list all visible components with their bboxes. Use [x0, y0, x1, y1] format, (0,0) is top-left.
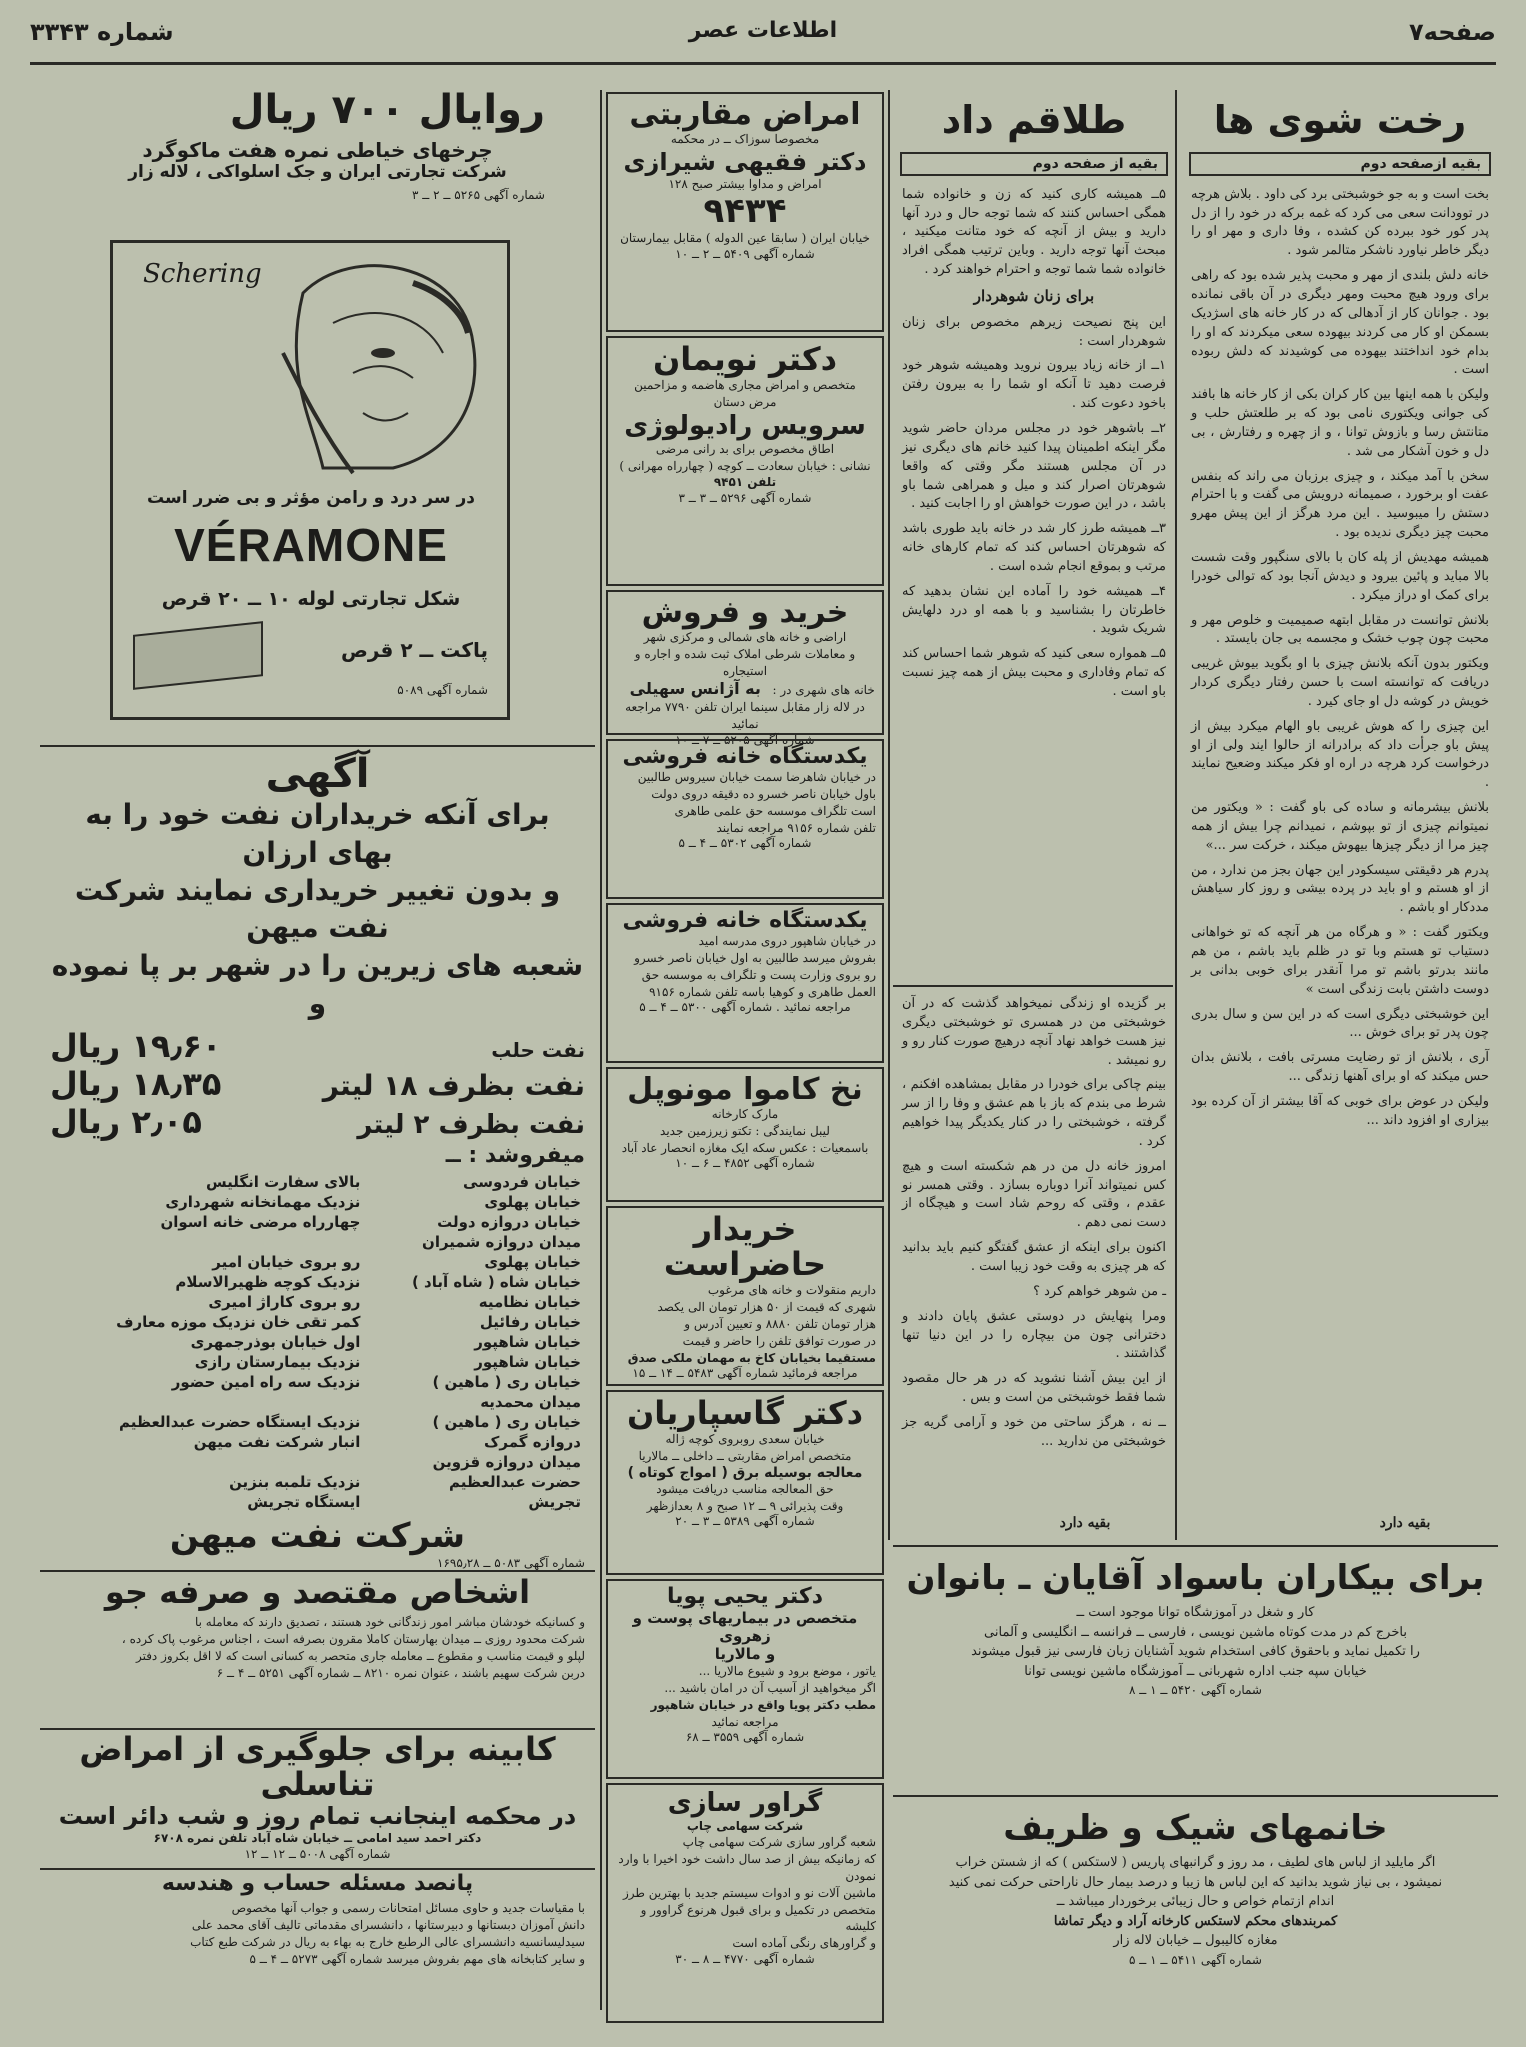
branch-row [50, 1312, 585, 1332]
ad-title: یکدستگاه خانه فروشی [622, 744, 868, 769]
branch-row [50, 1412, 585, 1432]
branch-street: خیابان دروازه دولت [437, 1212, 581, 1231]
col-divider-3 [600, 90, 602, 2010]
ad-line: مطب دکتر پویا واقع در خیابان شاهپور [650, 1697, 876, 1712]
ad-dr-neuman [606, 336, 884, 586]
ad-line: متخصص در تکمیل و برای قبول هرنوع گراوور و کلیشه [640, 1902, 876, 1934]
ad-number: شماره آگهی ۵۴۰۹ ــ ۲ ــ ۱۰ [675, 246, 815, 261]
agency-name: به آژانس سهیلی [629, 679, 761, 699]
ad-buy-sell [606, 590, 884, 747]
ad-unemployed-literate [893, 1552, 1498, 1792]
ad-house-sale-2 [606, 903, 884, 1063]
paragraph: این چیزی را که هوش غریبی باو الهام میکرد بیش از پیش باو جرأت داد که برادرانه از حالوا ایند ولی از او درخواست کرد هرچه در اره او فکر میکند وضعیح نمایند . [1191, 718, 1489, 791]
branch-landmark: نزدیک ایستگاه حضرت عبدالعظیم [118, 1412, 361, 1431]
ad-number: شماره آگهی ۴۷۷۰ ــ ۸ ــ ۳۰ [675, 1951, 815, 1966]
ad-line: و کسانیکه خودشان مباشر امور زندگانی خود هستند ، تصدیق دارند که معامله با [194, 1615, 585, 1630]
col2-rule [893, 985, 1173, 987]
ad-dr-pouya [606, 1579, 884, 1779]
ad-line: مارک کارخانه [711, 1107, 779, 1121]
ad-line: نمیشود ، بی نیاز شوید بدانید که این لباس ها زیبا و درصد بیمار حال ناراحتی حرکت نمی کنید [948, 1874, 1443, 1890]
branch-landmark: نزدیک کوچه ظهیرالاسلام [175, 1272, 361, 1291]
branch-row [50, 1352, 585, 1372]
branch-street: خیابان ری ( ماهین ) [432, 1412, 581, 1431]
ad-cabinet [40, 1732, 595, 1862]
ad-number: مراجعه فرمائید شماره آگهی ۵۴۸۳ ــ ۱۴ ــ ۱۵ [632, 1366, 858, 1381]
price-row [50, 1103, 585, 1141]
paragraph: ویکتور گفت : « و هرگاه من هر آنچه که تو خواهانی دستیاب تو هستم وبا تو در ظلم باید باشم ، من هم مانند بدرتو باشم تو مرا آنقدر برای خوبی بدانی بر دوست داشتن بابت زندگی است » [1191, 925, 1489, 997]
branch-row [50, 1332, 585, 1352]
branch-landmark: انبار شرکت نفت میهن [193, 1432, 361, 1451]
price-label: نفت حلب [491, 1037, 585, 1062]
bottom-right-rule-2 [893, 1795, 1498, 1797]
doctor-name: دکتر فقیهی شیرازی [623, 147, 867, 176]
branch-landmark: نزدیک تلمبه بنزین [229, 1472, 361, 1491]
branch-street: حضرت عبدالعظیم [449, 1472, 581, 1491]
paragraph: ومرا پنهایش در دوستی عشق پایان دادند و دخترانی چون من بیچاره را در این دنیا تنها گذاشتند . [902, 1308, 1166, 1362]
ad-line: کمربندهای محکم لاستکس کارخانه آراد و دیگر تماشا [1053, 1913, 1338, 1929]
branch-street: خیابان پهلوی [484, 1192, 581, 1211]
branch-row [50, 1232, 585, 1252]
branch-street: تجریش [528, 1492, 581, 1511]
article-rakht-shooy-ha [1185, 92, 1495, 1537]
paragraph: همیشه مهدیش از پله کان با بالای سنگپور وقت شست بالا مباید و پائین بیرود و دیدش آنجا بود که توالی خودرا برای کمک او دراز میکرد . [1191, 549, 1489, 603]
paragraph: ولیکن با همه اینها بین کار کران بکی از کار خانه ها بافند کی جوانی ویکتوری نامی بود که بر طلعتش حلب و متانتش رسا و بازوش توانا ، و از چهره و رفتارش ، بی دل و خون آشکار می شد . [1191, 387, 1489, 459]
branch-row [50, 1292, 585, 1312]
header-rule [30, 62, 1496, 65]
paragraph: ۵ــ همیشه کاری کنید که زن و خانواده شما همگی احساس کنند که شما توجه حال و درد آنها دارید و بیش از آنچه که خود متانت میکنید ، مبحث آنها توجه دارید . وباین ترتیب همگی افراد خانواده شما شما توجه و احترام خواهند کرد . [902, 186, 1166, 278]
article-body [1185, 186, 1495, 1131]
article-body [896, 186, 1172, 702]
ad-title: دکتر گاسپاریان [626, 1394, 864, 1432]
ad-title: آگهی [265, 751, 370, 797]
ad-number: شماره آگهی ۵۰۸۹ [397, 683, 488, 697]
ad-body [893, 1853, 1498, 1969]
product-box-image [133, 621, 263, 690]
branch-table [50, 1172, 585, 1512]
branch-row [50, 1212, 585, 1232]
article-title: رخت شوی ها [1213, 98, 1467, 142]
branch-landmark [50, 1232, 364, 1252]
ad-buyer-ready [606, 1206, 884, 1386]
paragraph: ـ من شوهر خواهم کرد ؟ [1033, 1283, 1166, 1299]
ad-line: در لاله زار مقابل سینما ایران تلفن ۷۷۹۰ مراجعه نمائید [625, 700, 865, 731]
paragraph: آری ، بلانش از تو رضایت مسرتی بافت ، بلانش بدان حس میکند که او برای آهنها زندگی ... [1191, 1050, 1489, 1085]
paragraph: بینم چاکی برای خودرا در مقابل بمشاهده افکنم ، شرط می بندم که باز با هم عشق و وفا را از سر گرفته ، خوشبختی را در کنار یکدیگر پیدا خواهیم کرد . [902, 1077, 1166, 1149]
price-label: نفت بظرف ۱۸ لیتر [322, 1068, 585, 1102]
phone-number: ۹۴۳۴ [703, 190, 787, 231]
ad-subtitle: در محکمه اینجانب تمام روز و شب دائر است [58, 1802, 577, 1831]
ad-line: متخصص در بیماریهای پوست و زهروی [632, 1609, 858, 1646]
ad-line: شرکت محدود روزی ــ میدان بهارستان کاملا مقرون بصرفه است ، اجناس مرغوب پاک کرده ، [121, 1631, 585, 1646]
ad-veramone [110, 240, 510, 720]
col4-rule-1 [40, 745, 595, 747]
branch-landmark: نزدیک مهمانخانه شهرداری [165, 1192, 361, 1211]
ad-title: روایال ۷۰۰ ریال [229, 87, 545, 133]
ad-line: دربن شرکت سهیم باشند ، عنوان نمره ۸۲۱۰ ــ شماره آگهی ۵۲۵۱ ــ ۴ ــ ۶ [216, 1665, 585, 1680]
price-list [50, 1027, 585, 1141]
ad-line: باسمعیات : عکس سکه ایک مغازه انحصار عاد آباد [621, 1140, 869, 1155]
ad-line: وقت پذیرائی ۹ ــ ۱۲ صبح و ۸ بعدازظهر [646, 1498, 844, 1513]
continued-note: بقیه دارد [1059, 1515, 1111, 1531]
ad-pack: پاکت ــ ۲ قرص [340, 638, 488, 662]
ad-line: یاتور ، موضع برود و شیوع مالاریا ... [698, 1664, 876, 1679]
ad-line: برای آنکه خریداران نفت خود را به بهای ارزان [85, 798, 550, 869]
ad-line: اگر میخواهید از آسیب آن در امان باشید ... [664, 1680, 876, 1695]
ad-title: گراور سازی [667, 1788, 823, 1818]
col4-rule-2 [40, 1570, 595, 1572]
ad-title: پانصد مسئله حساب و هندسه [161, 1871, 474, 1896]
ad-line: خیابان سعدی روبروی کوچه ژاله [665, 1432, 825, 1447]
ad-line: معالجه بوسیله برق ( امواج کوتاه ) [627, 1464, 863, 1481]
branch-street: خیابان شاهپور [474, 1352, 581, 1371]
bottom-right-rule [893, 1545, 1498, 1547]
ad-line: و مالاریا [714, 1645, 776, 1664]
price-row [50, 1027, 585, 1065]
branch-landmark [50, 1392, 364, 1412]
ad-line: مخصوصا سوزاک ــ در محکمه [670, 132, 820, 146]
ad-line: شهری که قیمت از ۵۰ هزار تومان الی یکصد [657, 1300, 876, 1315]
product-name: VÉRAMONE [174, 519, 448, 571]
branch-landmark: ایستگاه تجریش [247, 1492, 361, 1511]
ad-line: و گراورهای رنگی آماده است [732, 1936, 876, 1951]
ad-engraving [606, 1783, 884, 2023]
article-title: طلاقم داد [941, 98, 1127, 142]
branch-landmark: رو بروی کاراژ امیری [208, 1292, 361, 1311]
ad-number: شماره آگهی ۴۸۵۲ ــ ۶ ــ ۱۰ [675, 1156, 815, 1171]
paragraph: ــ نه ، هرگز ساحتی من خود و آرامی گریه جز خوشبختی من ندارید ... [902, 1414, 1166, 1449]
ad-line: را تکمیل نماید و باحقوق کافی استخدام شوید آشنایان زبان فارسی نیز قبول میشوند [971, 1644, 1420, 1660]
branch-street: خیابان شاه ( شاه آباد ) [411, 1272, 581, 1291]
ad-line: مرض دستان [713, 394, 777, 409]
ad-line: مراجعه نمائید [711, 1714, 779, 1729]
branch-street: خیابان فردوسی [463, 1172, 581, 1191]
ad-line: ماشین آلات نو و ادوات سیستم جدید با بهترین طرز [622, 1885, 876, 1900]
ad-house-sale-1 [606, 739, 884, 899]
price-value: ۱۹٫۶۰ ریال [50, 1026, 222, 1065]
ad-form: شکل تجارتی لوله ۱۰ ــ ۲۰ قرص [161, 588, 461, 610]
paragraph: امروز خانه دل من در هم شکسته است و هیچ کس نمیتواند آنرا دوباره بسازد . وقتی همسر نو عقدم ، وقتی که روحم شاد است و هیچگاه از دست نمی دهم . [902, 1158, 1166, 1231]
ad-line: امراض و مداوا بیشتر صبح ۱۲۸ [668, 176, 822, 191]
ad-number: شماره آگهی ۵۳۸۹ ــ ۳ ــ ۲۰ [675, 1514, 815, 1529]
ad-number: شماره آگهی ۵۰۰۸ ــ ۱۲ ــ ۱۲ [244, 1847, 391, 1862]
paragraph: ۱ــ از خانه زیاد بیرون نروید وهمیشه شوهر خود فرصت دهید تا آنکه او شما را به بیرون رفتن باخود دعوت کند . [902, 358, 1166, 412]
ad-title: نخ کاموا مونوپل [627, 1072, 863, 1107]
ad-number: شماره آگهی ۵۰۸۳ ــ ۱۶۹۵٫۲۸ [437, 1555, 585, 1570]
ad-line: سیدلیسانسیه دانشسرای عالی الرطبع خارج به بهاء به ریال در شرکت طبع کتاب [190, 1934, 585, 1949]
col4-rule-4 [40, 1868, 595, 1870]
ad-line: با مقیاسات جدید و حاوی مسائل امتحانات رسمی و جواب آنها مخصوص [231, 1901, 585, 1916]
branch-street: میدان دروازه شمیران [422, 1232, 581, 1251]
ad-number: شماره آگهی ۳۵۵۹ ــ ۶۸ [685, 1730, 805, 1745]
ad-line: دکتر احمد سید امامی ــ خیابان شاه آباد تلفن نمره ۶۷۰۸ [153, 1831, 482, 1846]
ad-royal-sewing [40, 88, 595, 228]
branch-landmark: نزدیک سه راه امین حضور [171, 1372, 361, 1391]
branch-row [50, 1252, 585, 1272]
ad-monopol-yarn [606, 1067, 884, 1202]
ad-line: متخصص و امراض مجاری هاضمه و مزاحمین [634, 378, 856, 393]
ad-title: برای بیکاران باسواد آقایان ـ بانوان [906, 1558, 1485, 1598]
ad-naft-mihan [40, 751, 595, 1570]
price-label: نفت بظرف ۲ لیتر [357, 1109, 585, 1140]
page-number: صفحه۷ [1409, 18, 1496, 46]
ad-tagline: در سر درد و رامن مؤثر و بی ضرر است [147, 488, 475, 508]
subheading: برای زنان شوهردار [973, 287, 1095, 306]
ad-number: شماره آگهی ۵۲۶۵ ــ ۲ ــ ۳ [412, 188, 545, 202]
branch-row [50, 1472, 585, 1492]
ad-line: لیبل نمایندگی : تکتو زیرزمین جدید [660, 1123, 830, 1138]
sells-label: میفروشد : ــ [445, 1142, 585, 1168]
paragraph: خانه دلش بلندی از مهر و محبت پذیر شده بود که راهی برای ورود هیچ محبت ومهر دیگری در آن باقی نمانده بود . جوانان کار از آدهالی که در کار خانه های اسژدیک بسمکن او کار می کردند بیهوده سعی میکردند که او را بدام خود انداختند بیهوده می کوشیدند که دلش ربوده است . [1191, 268, 1489, 378]
branch-street: خیابان پهلوی [484, 1252, 581, 1271]
ad-line: اندام ازتمام خواص و حال زیبائی برخوردار میباشد ــ [1056, 1894, 1335, 1910]
ad-line: که زمانیکه بیش از صد سال داشت خود اخیرا با وارد نمودن [618, 1852, 876, 1883]
price-value: ۲٫۰۵ ریال [50, 1102, 202, 1141]
branch-street: میدان دروازه قزوین [432, 1452, 581, 1471]
ad-line: شرکت سهامی چاپ [686, 1818, 804, 1833]
branch-landmark: چهارراه مرضی خانه اسوان [160, 1212, 361, 1231]
ad-line: باول خیابان ناصر خسرو ده دقیقه دروی دولت [651, 786, 876, 801]
article-talagham-dad [896, 92, 1172, 972]
ad-line: شعبه های زیرین را در شهر بر پا نموده و [51, 949, 584, 1020]
ad-number: مراجعه نمائید . شماره آگهی ۵۳۰۰ ــ ۴ ــ ۵ [639, 1000, 851, 1015]
col-divider-2 [888, 90, 890, 1540]
ad-line: العمل طاهری و کوهیا باسه تلفن شماره ۹۱۵۶ [649, 984, 876, 999]
ad-line: اطاق مخصوص برای بد رانی مرضی [655, 441, 835, 456]
ad-line: کار و شغل در آموزشگاه توانا موجود است ــ [1076, 1605, 1315, 1621]
ad-line: و بدون تغییر خریداری نمایند شرکت نفت میهن [74, 873, 561, 945]
ad-title: اشخاص مقتصد و صرفه جو [104, 1573, 531, 1611]
ad-line: متخصص امراض مقاربتی ــ داخلی ــ مالاریا [638, 1448, 852, 1463]
branch-landmark: رو بروی خیابان امیر [212, 1252, 361, 1271]
paragraph: بلانش بیشرمانه و ساده کی باو گفت : « ویکتور من نمیتوانم چیزی از تو بپوشم ، نمیدانم چرا بیش از همه چیز مرا از دیگر چیزها بیهوش میکند ، خرکت سر ...» [1191, 800, 1489, 853]
ad-line: مستقیما بخیابان کاخ به مهمان ملکی صدق [627, 1350, 876, 1365]
ad-title: خریدار حاضراست [663, 1210, 827, 1284]
price-value: ۱۸٫۳۵ ریال [50, 1064, 222, 1103]
paragraph: بخت است و به جو خوشبختی برد کی داود . بلاش هرچه در توودانت سعی می کرد که غمه برکه در خود را از دل پدر کور خود ببرده کن کشده ، وفا داری و مهر او را دیگر خاطر نیاورد ناشکر متالمر شود . [1191, 186, 1489, 259]
ad-line: شعبه گراور سازی شرکت سهامی چاپ [682, 1835, 876, 1850]
ad-line: و معاملات شرطی املاک ثبت شده و اجاره و استیجاره [634, 646, 856, 678]
branch-landmark: بالای سفارت انگلیس [205, 1172, 361, 1191]
ad-line: خیابان سپه جنب اداره شهربانی ــ آموزشگاه ماشین نویسی توانا [1024, 1663, 1367, 1679]
ad-line: تلفن شماره ۹۱۵۶ مراجعه نمایند [716, 820, 876, 835]
ad-line: مغازه کالیبول ــ خیابان لاله زار [1113, 1933, 1278, 1949]
ad-line: بفروش میرسد طالبین به اول خیابان ناصر خسرو [634, 950, 876, 965]
ad-line: چرخهای خیاطی نمره هفت ماکوگرد [142, 138, 493, 162]
ad-number: شماره آگهی ۵۲۹۶ ــ ۳ ــ ۳ [678, 491, 812, 506]
price-row [50, 1065, 585, 1103]
branch-row [50, 1192, 585, 1212]
branch-street: خیابان نظامیه [478, 1292, 581, 1311]
ad-venereal-diseases [606, 92, 884, 332]
newspaper-name: اطلاعات عصر [688, 18, 838, 43]
ad-line: در خیابان شاهپور دروی مدرسه امید [698, 934, 876, 949]
issue-number: شماره ۳۳۴۳ [30, 18, 174, 46]
branch-row [50, 1432, 585, 1452]
ad-line: نشانی : خیابان سعادت ــ کوچه ( چهارراه مهرانی ) [619, 458, 871, 473]
branch-street: خیابان رفائیل [479, 1312, 581, 1331]
branch-landmark [50, 1452, 364, 1472]
ad-line: لپلو و قیمت مناسب و مقطوع ــ معامله جاری متحصر به کسانی است که لا اقل بکروز دفتر [135, 1648, 585, 1663]
paragraph: بر گزیده او زندگی نمیخواهد گذشت که در آن خوشبختی من در همسری تو خوشبختی دیگری نیز هست خواهد نهاد آنچه درهیچ صورت کنار رو و رو نمیشد . [902, 996, 1166, 1068]
paragraph: ۲ــ باشوهر خود در مجلس مردان حاضر شوید مگر اینکه اطمینان پیدا کنید خانم های دیگری نیز در آن مجلس هستند مگر وقتی که واقعا شوهرتان اصرار کند و میل و همراهی شما باو باشد ، در این صورت خواهش او را اجابت کنید . [902, 420, 1166, 512]
branch-landmark: نزدیک بیمارستان رازی [194, 1352, 361, 1371]
paragraph: سخن با آمد میکند ، و چیزی برزبان می راند که بنفس عفت او برخورد ، صمیمانه درویش می گفت و با احترام دستش را میبوسید . این مرد هرگز از این پیش مهرو محبت چیز دیگری ندیده بود . [1191, 468, 1489, 541]
paragraph: ۵ــ همواره سعی کنید که شوهر شما احساس کند که تمام وفاداری و محبت بیش از همه چیز نسبت باو است . [902, 646, 1166, 699]
ad-number: شماره آگهی ۵۳۰۲ ــ ۴ ــ ۵ [678, 836, 812, 851]
ad-title: دکتر نویمان [652, 340, 837, 378]
paragraph: ۴ــ همیشه خود را آماده این نشان بدهید که خاطرتان را بشناسید و با همه او درد دلهایش شریک شوید . [902, 583, 1166, 637]
ad-line: داریم منقولات و خانه های مرغوب [707, 1283, 876, 1298]
company-name: شرکت نفت میهن [169, 1515, 466, 1556]
ad-title: امراض مقاربتی [629, 97, 861, 132]
branch-street: دروازه گمرک [484, 1432, 581, 1451]
ad-line: اگر مایلید از لباس های لطیف ، مد روز و گرانبهای پاریس ( لاستکس ) که از شستن خراب [955, 1855, 1436, 1871]
continued-label: بقیه از صفحه دوم [900, 152, 1168, 176]
schering-logo: Schering [143, 259, 262, 289]
ad-dr-gasparian [606, 1390, 884, 1575]
branch-street: میدان محمدیه [480, 1392, 581, 1411]
ad-number: شماره آگهی ۵۴۲۰ ــ ۱ ــ ۸ [1129, 1683, 1262, 1698]
paragraph: پدرم هر دقیقتی سیسکودر این جهان بجز من ندارد ، من از او هستم و او باید در پرده بیشی و روز کار سیاهش مددکار او باشم . [1191, 862, 1489, 916]
paragraph: ۳ــ همیشه طرز کار شد در خانه باید طوری باشد که شوهرتان احساس کند که تمام کارهای خانه مرتب و بموقع انجام شده است . [902, 521, 1166, 574]
continued-note: بقیه دارد [1379, 1515, 1431, 1531]
paragraph: اکنون برای اینکه از عشق گفتگو کنیم باید بدانید که هر چیزی به وقت خود زیبا است . [902, 1240, 1166, 1274]
ad-body [893, 1603, 1498, 1699]
ad-line: حق المعالجه مناسب دریافت میشود [656, 1481, 834, 1496]
ad-line: دانش آموزان دبستانها و دبیرستانها ، دانشسرای مقدماتی تالیف آقای محمد علی [191, 1917, 585, 1932]
ad-line: و سایر کتابخانه های مهم بفروش میرسد شماره آگهی ۵۲۷۳ ــ ۴ ــ ۵ [249, 1951, 585, 1966]
col-divider-1 [1175, 90, 1177, 1540]
ad-line: خانه های شهری در : [772, 683, 875, 698]
ad-line: است تلگراف موسسه حق علمی طاهری [674, 803, 876, 818]
article-continuation [896, 995, 1172, 1535]
ad-line: در صورت توافق تلفن را حاضر و قیمت [682, 1333, 876, 1348]
branch-row [50, 1392, 585, 1412]
paragraph: این پنج نصیحت زیرهم مخصوص برای زنان شوهردار است : [902, 314, 1166, 349]
ad-thrifty [40, 1575, 595, 1725]
ad-line: باخرج کم در مدت کوتاه ماشین نویسی ، فارسی ــ فرانسه ــ انگلیسی و آلمانی [984, 1624, 1407, 1640]
branch-row [50, 1452, 585, 1472]
ad-line: شرکت تجارتی ایران و جک اسلواکی ، لاله زار [128, 162, 507, 182]
ad-chic-ladies [893, 1802, 1498, 2022]
branch-row [50, 1272, 585, 1292]
paragraph: این خوشبختی دیگری است که در این سن و سال بدری چون پدر تو برای خوش ... [1191, 1006, 1489, 1041]
ad-title: خرید و فروش [641, 595, 849, 630]
ad-number: شماره آگهی ۵۴۱۱ ــ ۱ ــ ۵ [1129, 1952, 1262, 1967]
ad-line: در خیابان شاهرضا سمت خیابان سیروس طالبین [637, 770, 876, 785]
ad-line: خیابان ایران ( سابقا عین الدوله ) مقابل بیمارستان [620, 230, 870, 245]
ad-line: هزار تومان تلفن ۸۸۸۰ و تعیین آدرس و [684, 1316, 876, 1331]
woman-illustration [263, 253, 493, 483]
branch-row [50, 1172, 585, 1192]
paragraph: ولیکن در عوض برای خوبی که آقا بیشتر از آن کرده بود بیزاری او افزود داند ... [1191, 1093, 1489, 1128]
ad-math-book [40, 1872, 595, 2022]
ad-title: دکتر یحیی پویا [667, 1584, 823, 1609]
branch-street: خیابان شاهپور [474, 1332, 581, 1351]
branch-landmark: اول خیابان بوذرجمهری [190, 1332, 361, 1351]
ad-line: رو بروی وزارت پست و تلگراف به موسسه حق [641, 967, 876, 982]
ad-title: کابینه برای جلوگیری از امراض تناسلی [79, 1730, 556, 1804]
branch-row [50, 1492, 585, 1512]
paragraph: ویکتور بدون آنکه بلانش چیزی با او بگوید بیوش غریبی دریافت که توانسته است با حسن رفتار دیگری کردار خویش در کوشه دل او جای کیرد . [1191, 656, 1489, 709]
service-name: سرویس رادیولوژی [624, 410, 866, 441]
continued-label: بقیه ازصفحه دوم [1189, 152, 1491, 176]
paragraph: از این بیش آشنا نشوید که در هر حال مقصود شما فقط خوشبختی من است و بس . [902, 1371, 1166, 1406]
branch-landmark: کمر تقی خان نزدیک موزه معارف [116, 1312, 361, 1331]
ad-line: اراضی و خانه های شمالی و مرکزی شهر [643, 630, 847, 644]
branch-row [50, 1372, 585, 1392]
phone-number: تلفن ۹۴۵۱ [713, 475, 777, 490]
ad-number: شماره آگهی ۵۲۰۵ ــ ۷ ــ ۱۰ [675, 732, 815, 747]
paragraph: بلانش توانست در مقابل ابتهه صمیمیت و خلوص مهر و محبت چون چوب خشک و مجسمه بی جان بایستد . [1191, 612, 1489, 647]
ad-title: خانمهای شیک و ظریف [1003, 1808, 1388, 1848]
branch-street: خیابان ری ( ماهین ) [432, 1372, 581, 1391]
ad-title: یکدستگاه خانه فروشی [622, 908, 868, 933]
